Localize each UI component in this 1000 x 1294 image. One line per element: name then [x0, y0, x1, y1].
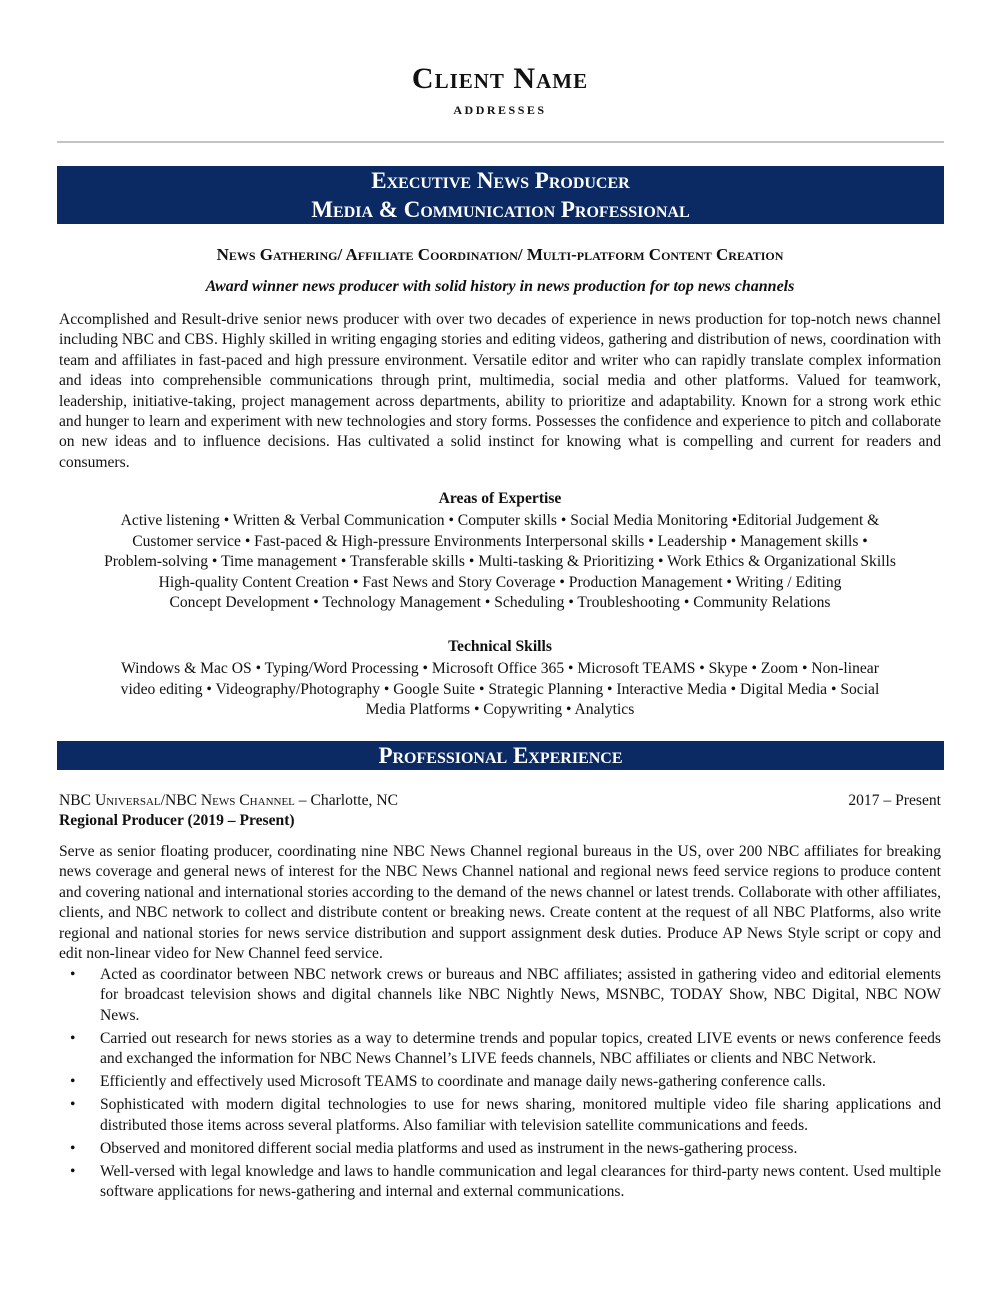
expertise-heading: Areas of Expertise: [438, 490, 562, 507]
achievement-list: [59, 965, 941, 1205]
title-banner: [57, 166, 944, 224]
company-line: [59, 792, 398, 810]
summary-paragraph: Accomplished and Result-drive senior news producer with over two decades of experience in news production for top-notch news channel including NBC and CBS. Highly skilled in writing engaging stories and editing videos, gathering and distribution of news, coordination with team and affiliates in fast-paced and high pressure environment. Versatile editor and writer who can rapidly translate complex information and ideas into comprehensible communications through print, multimedia, social media and other platforms. Valued for teamwork, leadership, initiative-taking, project management across departments, ability to prioritize and adaptability. Known for a strong work ethic and hunger to learn and experiment with new technologies and story forms. Possesses the confidence and experience to pitch and collaborate on new ideas and to influence decisions. Has cultivated a solid instinct for knowing what is compelling and current for readers and consumers.: [59, 311, 941, 471]
technical-line: Windows & Mac OS • Typing/Word Processing • Microsoft Office 365 • Microsoft TEAMS • Skype • Zoom • Non-linear: [121, 660, 879, 677]
list-item: [59, 965, 941, 1026]
bullet-icon: •: [70, 1162, 76, 1180]
bullet-icon: •: [70, 1139, 76, 1157]
list-item: [59, 1139, 941, 1159]
list-item: [59, 1095, 941, 1136]
addresses: ADDRESSES: [453, 103, 547, 117]
tagline: Award winner news producer with solid history in news production for top news channels: [205, 278, 795, 295]
bullet-icon: •: [70, 1073, 76, 1091]
title-line-1: Executive News Producer: [371, 168, 630, 193]
role-title: Regional Producer (2019 – Present): [59, 812, 295, 829]
technical-line: Media Platforms • Copywriting • Analytics: [365, 701, 635, 719]
header-divider: [57, 141, 944, 143]
list-item-text: Sophisticated with modern digital technologies to use for news sharing, monitored multiple video file sharing applications and distributed those items across several platforms. Also familiar with television satellite communications and feeds.: [100, 1096, 941, 1134]
list-item: [59, 1029, 941, 1070]
experience-banner: [57, 741, 944, 770]
list-item-text: Acted as coordinator between NBC network crews or bureaus and NBC affiliates; assisted in gathering video and editorial elements for broadcast television shows and digital channels like NBC Nightly News, MSNBC, TODAY Show, NBC Digital, NBC NOW News.: [100, 966, 941, 1024]
bullet-icon: •: [70, 1096, 76, 1114]
list-item-text: Well-versed with legal knowledge and laws to handle communication and legal clearances for third-party news content. Used multiple software applications for news-gathering and internal and external communications.: [100, 1162, 941, 1201]
technical-list: [59, 659, 941, 721]
list-item: [59, 1162, 941, 1203]
experience-heading: Professional Experience: [378, 743, 623, 768]
technical-heading: Technical Skills: [448, 638, 552, 655]
company-location: – Charlotte, NC: [294, 792, 398, 809]
bullet-icon: •: [70, 1029, 76, 1047]
expertise-line: Customer service • Fast-paced & High-pressure Environments Interpersonal skills • Leadership • Management skills •: [132, 532, 868, 550]
expertise-line: High-quality Content Creation • Fast News and Story Coverage • Production Management • Writing / Editing: [158, 573, 842, 591]
list-item-text: Efficiently and effectively used Microsoft TEAMS to coordinate and manage daily news-gathering conference calls.: [100, 1073, 826, 1091]
expertise-line: Problem-solving • Time management • Transferable skills • Multi-tasking & Prioritizing • Work Ethics & Organizational Skills: [104, 553, 896, 571]
company-name: NBC Universal/NBC News Channel: [59, 792, 295, 809]
technical-line: video editing • Videography/Photography • Google Suite • Strategic Planning • Interactive Media • Digital Media • Social: [120, 680, 880, 698]
client-name: Client Name: [411, 62, 589, 95]
expertise-line: Active listening • Written & Verbal Communication • Computer skills • Social Media Monitoring •Editorial Judgement &: [120, 512, 880, 529]
title-line-2: Media & Communication Professional: [311, 197, 690, 222]
role-description: Serve as senior floating producer, coordinating nine NBC News Channel regional bureaus in the US, over 200 NBC affiliates for breaking news coverage and general news of interest for the NBC News Channel national and regional news feed service regions to produce content and covering national and international stories according to the demand of the news channel or latest trends. Collaborate with other affiliates, clients, and NBC network to collect and distribute content or breaking news. Create content at the request of all NBC Platforms, also write regional and national stories for news service distribution and support assignment desk duties. Produce AP News Style script or copy and edit non-linear video for New Channel feed service.: [59, 843, 941, 963]
list-item: [59, 1072, 941, 1092]
expertise-line: Concept Development • Technology Management • Scheduling • Troubleshooting • Community Relations: [169, 594, 831, 612]
list-item-text: Observed and monitored different social media platforms and used as instrument in the news-gathering process.: [100, 1139, 798, 1157]
bullet-icon: •: [70, 966, 76, 983]
expertise-list: [59, 511, 941, 614]
list-item-text: Carried out research for news stories as a way to determine trends and popular topics, created LIVE events or news conference feeds and exchanged the information for NBC News Channel’s LIVE feeds channels, NBC affiliates or clients and NBC Network.: [100, 1029, 941, 1068]
employment-dates: 2017 – Present: [848, 792, 941, 809]
focus-areas: News Gathering/ Affiliate Coordination/ Multi-platform Content Creation: [216, 245, 784, 264]
